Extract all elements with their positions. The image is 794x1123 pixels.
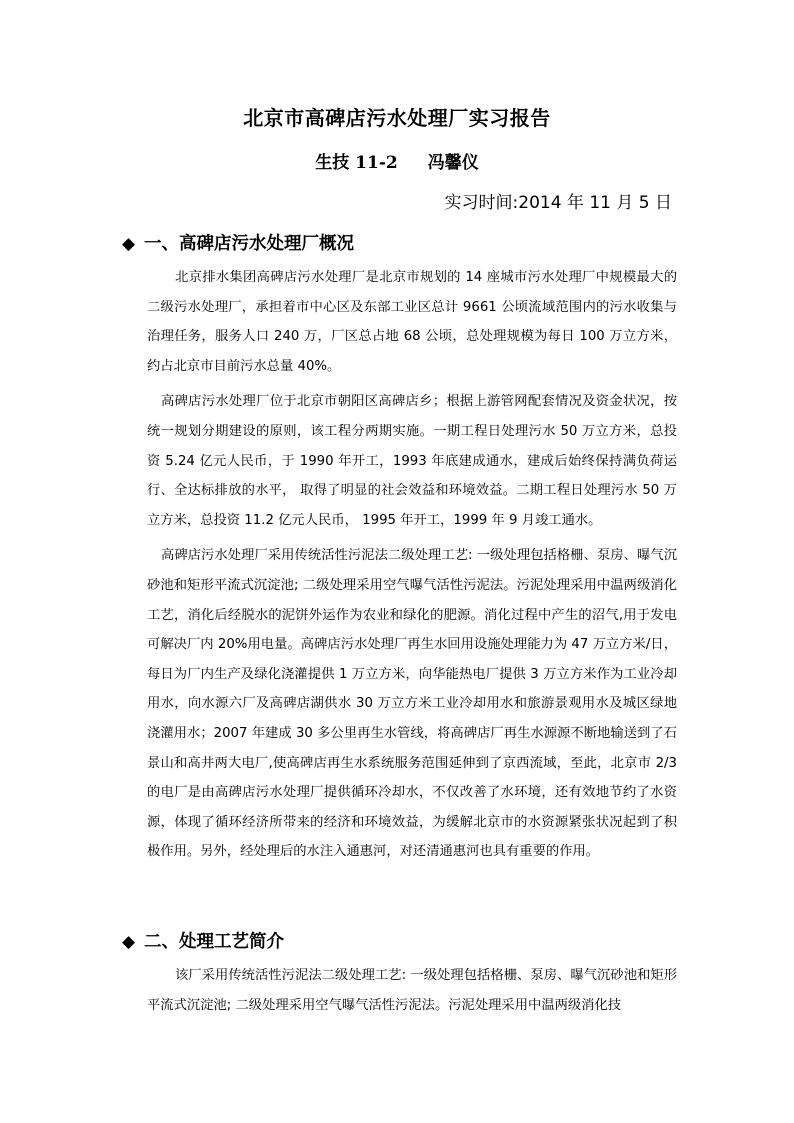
paragraph: 北京排水集团高碑店污水处理厂是北京市规划的 14 座城市污水处理厂中规模最大的二级污水处理厂，承担着市中心区及东部工业区总计 9661 公顷流域范围内的污水收集与治理任务，服务人口 240 万，厂区总占地 68 公顷，总处理规模为每日 100 万立方米，约占北京市目前污水总量 40%。 <box>147 270 677 374</box>
internship-date: 实习时间:2014 年 11 月 5 日 <box>444 193 672 213</box>
diamond-bullet-icon: ◆ <box>122 932 136 952</box>
section-heading-text: 二、处理工艺简介 <box>144 932 284 952</box>
section-heading-overview <box>122 230 354 256</box>
section-body-overview <box>147 263 677 867</box>
author-class: 生技 11-2 <box>315 153 398 173</box>
paragraph: 该厂采用传统活性污泥法二级处理工艺: 一级处理包括格栅、泵房、曝气沉砂池和矩形平流式沉淀池; 二级处理采用空气曝气活性污泥法。污泥处理采用中温两级消化技 <box>147 968 677 1013</box>
author-line <box>0 148 794 173</box>
author-name: 冯馨仪 <box>427 153 479 173</box>
paragraph: 高碑店污水处理厂位于北京市朝阳区高碑店乡；根据上游管网配套情况及资金状况，按统一规划分期建设的原则，该工程分两期实施。一期工程日处理污水 50 万立方米，总投资 5.24 亿元人民币，于 1990 年开工，1993 年底建成通水，建成后始终保持满负荷运行、全达标排放的水平， 取得了明显的社会效益和环境效益。二期工程日处理污水 50 万立方米，总投资 11.2 亿元人民币， 1995 年开工，1999 年 9 月竣工通水。 <box>147 394 677 528</box>
diamond-bullet-icon: ◆ <box>122 234 136 254</box>
section-heading-text: 一、高碑店污水处理厂概况 <box>144 234 354 254</box>
section-body-process <box>147 961 677 1020</box>
paragraph: 高碑店污水处理厂采用传统活性污泥法二级处理工艺: 一级处理包括格栅、泵房、曝气沉砂池和矩形平流式沉淀池; 二级处理采用空气曝气活性污泥法。污泥处理采用中温两级消化工艺，消化后经脱水的泥饼外运作为农业和绿化的肥源。消化过程中产生的沼气,用于发电可解决厂内 20%用电量。高碑店污水处理厂再生水回用设施处理能力为 47 万立方米/日，每日为厂内生产及绿化浇灌提供 1 万立方米，向华能热电厂提供 3 万立方米作为工业冷却用水，向水源六厂及高碑店湖供水 30 万立方米工业冷却用水和旅游景观用水及城区绿地浇灌用水；2007 年建成 30 多公里再生水管线，将高碑店厂再生水源源不断地输送到了石景山和高井两大电厂,使高碑店再生水系统服务范围延伸到了京西流域，至此，北京市 2/3 的电厂是由高碑店污水处理厂提供循环冷却水，不仅改善了水环境，还有效地节约了水资源，体现了循环经济所带来的经济和环境效益，为缓解北京市的水资源紧张状况起到了积极作用。另外，经处理后的水注入通惠河，对还清通惠河也具有重要的作用。 <box>147 548 677 860</box>
section-heading-process <box>122 928 284 954</box>
document-title: 北京市高碑店污水处理厂实习报告 <box>243 106 551 130</box>
